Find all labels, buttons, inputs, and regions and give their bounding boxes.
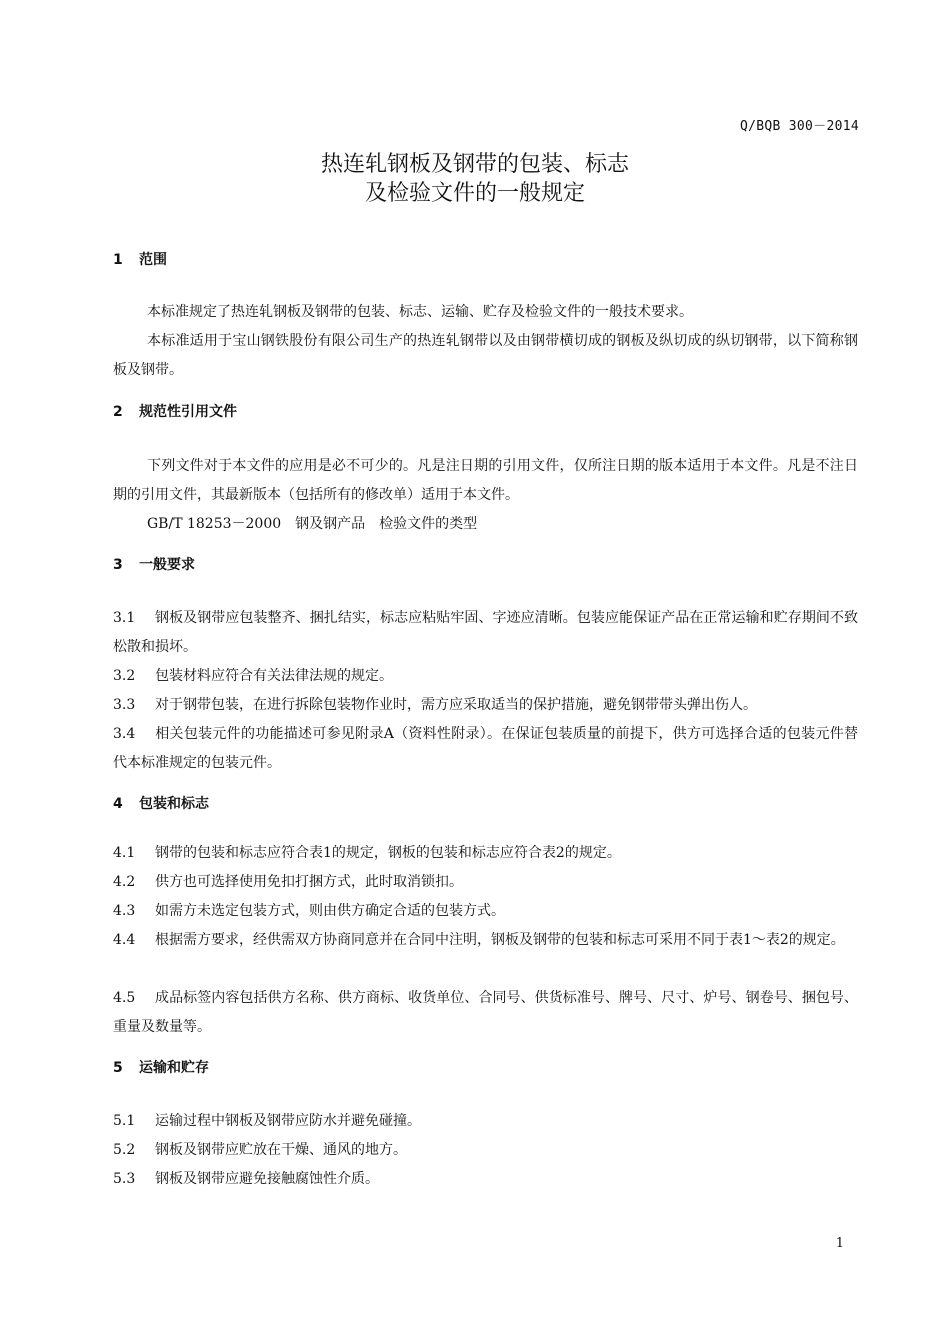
section-title: 范围 bbox=[139, 252, 167, 268]
title-line-2: 及检验文件的一般规定 bbox=[364, 181, 585, 206]
clause-number: 4.2 bbox=[113, 874, 136, 890]
section-1-paragraph-1: 本标准规定了热连轧钢板及钢带的包装、标志、运输、贮存及检验文件的一般技术要求。 bbox=[147, 304, 693, 320]
clause-number: 4.5 bbox=[113, 990, 136, 1006]
clause-number: 5.2 bbox=[113, 1142, 136, 1158]
clause-text: 供方也可选择使用免扣打捆方式，此时取消锁扣。 bbox=[155, 874, 463, 890]
normative-reference: GB/T 18253－2000 钢及钢产品 检验文件的类型 bbox=[147, 516, 478, 532]
title-line-1: 热连轧钢板及钢带的包装、标志 bbox=[320, 152, 629, 177]
section-5-heading bbox=[113, 1059, 209, 1077]
section-title: 一般要求 bbox=[139, 557, 195, 573]
section-1-heading bbox=[113, 251, 167, 269]
section-title: 运输和贮存 bbox=[139, 1060, 209, 1076]
clause-text: 对于钢带包装，在进行拆除包装物作业时，需方应采取适当的保护措施，避免钢带带头弹出伤人。 bbox=[155, 697, 757, 713]
clause-3-2 bbox=[113, 662, 858, 691]
clause-text: 钢板及钢带应避免接触腐蚀性介质。 bbox=[155, 1171, 379, 1187]
clause-text: 相关包装元件的功能描述可参见附录A（资料性附录）。在保证包装质量的前提下，供方可选择合适的包装元件替代本标准规定的包装元件。 bbox=[113, 726, 858, 771]
clause-text: 如需方未选定包装方式，则由供方确定合适的包装方式。 bbox=[155, 903, 505, 919]
section-title: 包装和标志 bbox=[139, 796, 209, 812]
clause-number: 4.4 bbox=[113, 932, 136, 948]
page-number: 1 bbox=[835, 1236, 844, 1251]
clause-number: 3.4 bbox=[113, 726, 136, 742]
section-number: 3 bbox=[113, 557, 123, 573]
clause-text: 钢板及钢带应包装整齐、捆扎结实，标志应粘贴牢固、字迹应清晰。包装应能保证产品在正常运输和贮存期间不致松散和损坏。 bbox=[113, 610, 858, 655]
clause-4-5 bbox=[113, 984, 858, 1042]
clause-4-3 bbox=[113, 897, 858, 926]
clause-4-2 bbox=[113, 868, 858, 897]
page-title bbox=[0, 150, 950, 208]
section-3-heading bbox=[113, 556, 195, 574]
section-number: 1 bbox=[113, 252, 123, 268]
clause-number: 5.1 bbox=[113, 1113, 136, 1129]
clause-text: 根据需方要求，经供需双方协商同意并在合同中注明，钢板及钢带的包装和标志可采用不同于表1～表2的规定。 bbox=[155, 932, 845, 948]
document-code: Q/BQB 300－2014 bbox=[740, 119, 859, 134]
clause-number: 3.1 bbox=[113, 610, 136, 626]
clause-3-4 bbox=[113, 720, 858, 778]
clause-number: 3.2 bbox=[113, 668, 136, 684]
clause-3-3 bbox=[113, 691, 858, 720]
section-2-heading bbox=[113, 403, 237, 421]
section-number: 4 bbox=[113, 796, 123, 812]
clause-4-1 bbox=[113, 839, 858, 868]
section-number: 5 bbox=[113, 1060, 123, 1076]
clause-number: 4.1 bbox=[113, 845, 136, 861]
clause-3-1 bbox=[113, 604, 858, 662]
section-2-paragraph-1: 下列文件对于本文件的应用是必不可少的。凡是注日期的引用文件，仅所注日期的版本适用于本文件。凡是不注日期的引用文件，其最新版本（包括所有的修改单）适用于本文件。 bbox=[113, 458, 858, 503]
clause-number: 5.3 bbox=[113, 1171, 136, 1187]
clause-text: 钢板及钢带应贮放在干燥、通风的地方。 bbox=[155, 1142, 407, 1158]
clause-text: 运输过程中钢板及钢带应防水并避免碰撞。 bbox=[155, 1113, 421, 1129]
section-title: 规范性引用文件 bbox=[139, 404, 237, 420]
section-4-heading bbox=[113, 795, 209, 813]
clause-text: 成品标签内容包括供方名称、供方商标、收货单位、合同号、供货标准号、牌号、尺寸、炉号、钢卷号、捆包号、重量及数量等。 bbox=[113, 990, 858, 1035]
clause-5-1 bbox=[113, 1107, 858, 1136]
clause-4-4 bbox=[113, 926, 858, 955]
section-number: 2 bbox=[113, 404, 123, 420]
clause-5-2 bbox=[113, 1136, 858, 1165]
clause-text: 钢带的包装和标志应符合表1的规定，钢板的包装和标志应符合表2的规定。 bbox=[155, 845, 621, 861]
clause-5-3 bbox=[113, 1165, 858, 1194]
clause-number: 3.3 bbox=[113, 697, 136, 713]
clause-number: 4.3 bbox=[113, 903, 136, 919]
clause-text: 包装材料应符合有关法律法规的规定。 bbox=[155, 668, 393, 684]
section-1-paragraph-2: 本标准适用于宝山钢铁股份有限公司生产的热连轧钢带以及由钢带横切成的钢板及纵切成的纵切钢带，以下简称钢板及钢带。 bbox=[113, 333, 858, 378]
